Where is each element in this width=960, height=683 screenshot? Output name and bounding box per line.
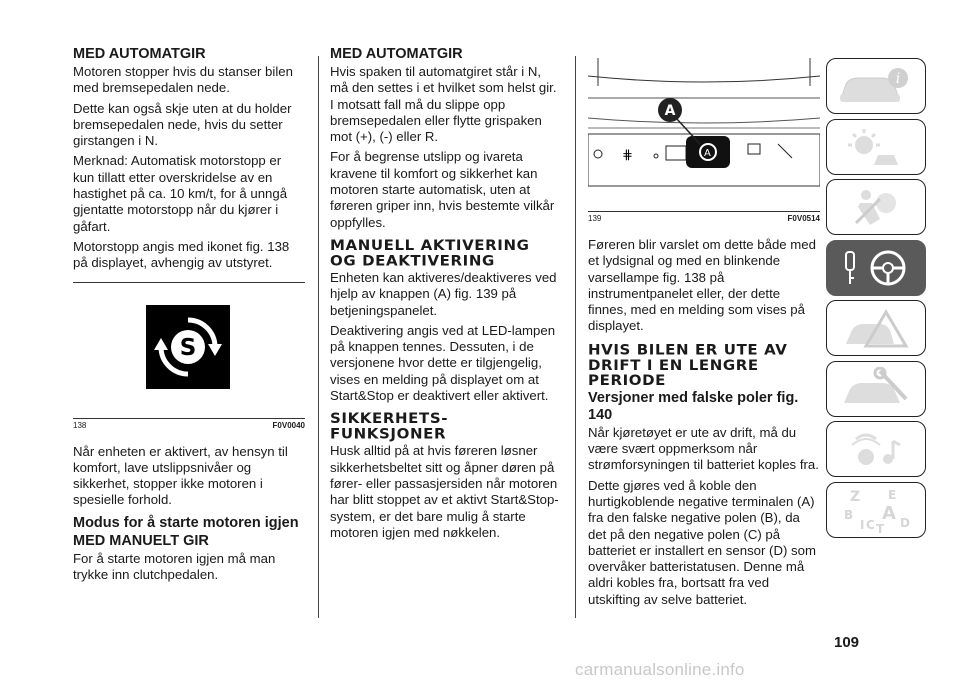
- warning-lights-icon: [836, 125, 916, 169]
- tab-safety[interactable]: [826, 179, 926, 235]
- index-letter: D: [900, 515, 910, 530]
- heading-med-automatgir: MED AUTOMATGIR: [73, 46, 206, 62]
- heading-out-of-service: HVIS BILEN ER UTE AV DRIFT I EN LENGRE PERIODE: [588, 341, 788, 389]
- index-letter: E: [888, 487, 897, 502]
- heading-versions: Versjoner med falske poler fig. 140: [588, 389, 799, 423]
- paragraph: Enheten kan aktiveres/deaktiveres ved hjelp av knappen (A) fig. 139 på betjeningspanelet.: [330, 269, 557, 318]
- car-info-icon: [836, 64, 916, 108]
- paragraph: Dette gjøres ved å koble den hurtigkoblende negative terminalen (A) fra den falske negative polen (B), da det på den negative polen (C) på batteriet er installert en sensor (D) som overvåker batteristatusen. Denne må aldri kobles fra, bortsatt fra ved utskifting av selve batteriet.: [588, 477, 816, 607]
- column-divider: [318, 56, 319, 618]
- paragraph: Føreren blir varslet om dette både med et lydsignal og med en blinkende varsellampe fig. 138 på instrumentpanelet eller, der dette finnes, med en melding som vises på displayet.: [588, 237, 816, 334]
- watermark-footer: carmanualsonline.info: [575, 660, 745, 679]
- figure-caption: [588, 211, 820, 223]
- tab-maintenance[interactable]: [826, 361, 926, 417]
- column-2: [330, 46, 562, 545]
- safety-icon: [836, 185, 916, 229]
- index-letter: C: [866, 517, 875, 532]
- svg-text:⋕: ⋕: [622, 148, 633, 163]
- figure-number: 139: [588, 214, 602, 223]
- index-letter: B: [844, 507, 854, 522]
- tab-multimedia[interactable]: [826, 421, 926, 477]
- index-letter: A: [882, 502, 896, 524]
- label-a: A: [664, 103, 676, 119]
- start-stop-icon: [146, 305, 230, 389]
- paragraph: Hvis spaken til automatgiret står i N, må den settes i et hvilket som helst gir. I motsatt fall må du slippe opp bremsepedalen eller flytte grispaken mot (+), (-) eller R.: [330, 64, 557, 145]
- heading-med-automatgir: MED AUTOMATGIR: [330, 46, 463, 62]
- control-panel-illustration: [588, 58, 820, 208]
- page-number: 109: [834, 634, 860, 651]
- heading-safety-functions: SIKKERHETS- FUNKSJONER: [330, 410, 449, 443]
- column-1: [73, 46, 305, 587]
- svg-text:i: i: [895, 71, 901, 87]
- paragraph: For å starte motoren igjen må man trykke inn clutchpedalen.: [73, 550, 276, 583]
- steering-wheel-icon: [836, 246, 916, 290]
- paragraph: Dette kan også skje uten at du holder bremsepedalen nede, hvis du setter girstangen i N.: [73, 100, 292, 149]
- heading-manual-activation: MANUELL AKTIVERING OG DEAKTIVERING: [330, 236, 530, 270]
- maintenance-icon: [836, 367, 916, 411]
- paragraph: Når enheten er aktivert, av hensyn til komfort, lave utslippsnivåer og sikkerhet, stopper ikke motoren i spesielle forhold.: [73, 443, 288, 508]
- svg-text:S: S: [179, 334, 197, 361]
- figure-138: [73, 283, 305, 415]
- figure-caption: [73, 418, 305, 430]
- tab-warning-lights[interactable]: [826, 119, 926, 175]
- tab-starting-driving[interactable]: [826, 240, 926, 296]
- figure-number: 138: [73, 420, 87, 430]
- index-letter: T: [876, 521, 885, 535]
- emergency-icon: [836, 306, 916, 350]
- column-3: [588, 58, 820, 612]
- figure-code: F0V0040: [272, 420, 305, 430]
- svg-text:A: A: [704, 148, 711, 159]
- paragraph: Husk alltid på at hvis føreren løsner sikkerhetsbeltet sitt og åpner døren på fører- eller passasjersiden når motoren har blitt stoppet av et aktivt Start&Stop-system, er det bare mulig å starte motoren igjen med nøkkelen.: [330, 443, 559, 540]
- figure-139: [588, 58, 820, 208]
- paragraph: Når kjøretøyet er ute av drift, må du være svært oppmerksom når strømforsyningen til batteriet koples fra.: [588, 424, 819, 473]
- figure-code: F0V0514: [787, 214, 820, 223]
- index-letter: Z: [850, 488, 861, 505]
- multimedia-icon: [836, 427, 916, 471]
- paragraph: Deaktivering angis ved at LED-lampen på knappen tennes. Dessuten, i de versjonene hvor dette er tilgjengelig, vises en melding på displayet om at Start&Stop er deaktivert eller aktivert.: [330, 322, 556, 404]
- heading-start-mode: Modus for å starte motoren igjen: [73, 514, 299, 531]
- column-divider: [575, 56, 576, 618]
- tab-car-info[interactable]: [826, 58, 926, 114]
- paragraph: Motoren stopper hvis du stanser bilen med bremsepedalen nede.: [73, 64, 293, 96]
- paragraph: For å begrense utslipp og ivareta kravene til komfort og sikkerhet kan motoren starte automatisk, uten at føreren griper inn, hvis bestemte vilkår oppfylles.: [330, 149, 555, 230]
- index-icon: [836, 485, 916, 535]
- paragraph: Motorstopp angis med ikonet fig. 138 på displayet, avhengig av utstyret.: [73, 238, 290, 271]
- tab-emergency[interactable]: [826, 300, 926, 356]
- heading-manual-gear: MED MANUELT GIR: [73, 532, 209, 549]
- paragraph: Merknad: Automatisk motorstopp er kun tillatt etter overskridelse av en hastighet på ca. 10 km/t, for å unngå gjentatte motorstopp når du kjører i gåfart.: [73, 153, 288, 234]
- index-letter: I: [860, 517, 865, 532]
- section-tabs: [826, 58, 928, 542]
- tab-index[interactable]: [826, 482, 926, 538]
